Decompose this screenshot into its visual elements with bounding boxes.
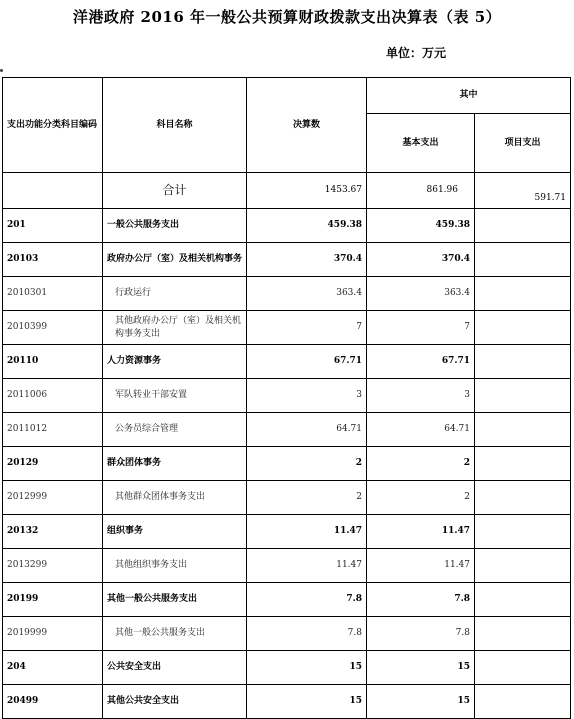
row-project <box>475 549 571 583</box>
row-project <box>475 515 571 549</box>
row-basic: 67.71 <box>367 345 475 379</box>
row-name: 军队转业干部安置 <box>103 379 247 413</box>
table-row <box>3 617 571 651</box>
row-total: 11.47 <box>247 549 367 583</box>
row-basic: 370.4 <box>367 243 475 277</box>
row-code: 2010301 <box>3 277 103 311</box>
row-total: 11.47 <box>247 515 367 549</box>
table-row <box>3 311 571 345</box>
header-project: 项目支出 <box>475 114 571 173</box>
row-code: 20110 <box>3 345 103 379</box>
header-basic: 基本支出 <box>367 114 475 173</box>
row-name: 其他群众团体事务支出 <box>103 481 247 515</box>
unit-label: 单位：万元 <box>386 46 447 60</box>
row-total: 459.38 <box>247 209 367 243</box>
row-name: 政府办公厅（室）及相关机构事务 <box>103 243 247 277</box>
table-row <box>3 515 571 549</box>
total-label: 合计 <box>103 173 247 209</box>
table-row <box>3 447 571 481</box>
row-basic: 363.4 <box>367 277 475 311</box>
row-name: 其他政府办公厅（室）及相关机构事务支出 <box>103 311 247 345</box>
row-basic: 7.8 <box>367 617 475 651</box>
row-project <box>475 481 571 515</box>
row-basic: 7 <box>367 311 475 345</box>
expenditure-table <box>2 77 571 719</box>
table-row <box>3 413 571 447</box>
row-total: 15 <box>247 651 367 685</box>
row-basic: 15 <box>367 651 475 685</box>
row-total: 7.8 <box>247 617 367 651</box>
row-project <box>475 311 571 345</box>
total-basic: 861.96 <box>367 173 475 209</box>
row-code: 2011012 <box>3 413 103 447</box>
row-basic: 15 <box>367 685 475 719</box>
row-total: 15 <box>247 685 367 719</box>
row-name: 其他一般公共服务支出 <box>103 583 247 617</box>
row-project <box>475 617 571 651</box>
row-name: 人力资源事务 <box>103 345 247 379</box>
row-code: 2012999 <box>3 481 103 515</box>
header-among: 其中 <box>367 78 571 114</box>
header-total: 决算数 <box>247 78 367 173</box>
row-name: 一般公共服务支出 <box>103 209 247 243</box>
header-name: 科目名称 <box>103 78 247 173</box>
table-row <box>3 685 571 719</box>
row-total: 7 <box>247 311 367 345</box>
table-row <box>3 651 571 685</box>
table-row <box>3 481 571 515</box>
row-basic: 2 <box>367 447 475 481</box>
table-row <box>3 549 571 583</box>
total-amount: 1453.67 <box>247 173 367 209</box>
row-project <box>475 447 571 481</box>
row-total: 2 <box>247 447 367 481</box>
row-code: 2011006 <box>3 379 103 413</box>
row-code: 20499 <box>3 685 103 719</box>
table-row <box>3 209 571 243</box>
row-total: 64.71 <box>247 413 367 447</box>
row-project <box>475 685 571 719</box>
row-basic: 11.47 <box>367 549 475 583</box>
row-name: 公务员综合管理 <box>103 413 247 447</box>
table-row <box>3 583 571 617</box>
row-basic: 2 <box>367 481 475 515</box>
row-project <box>475 277 571 311</box>
row-name: 其他一般公共服务支出 <box>103 617 247 651</box>
row-basic: 7.8 <box>367 583 475 617</box>
total-project: 591.71 <box>475 173 571 209</box>
total-code-cell <box>3 173 103 209</box>
row-total: 7.8 <box>247 583 367 617</box>
row-basic: 11.47 <box>367 515 475 549</box>
row-code: 20129 <box>3 447 103 481</box>
row-code: 204 <box>3 651 103 685</box>
row-total: 67.71 <box>247 345 367 379</box>
row-name: 群众团体事务 <box>103 447 247 481</box>
row-name: 公共安全支出 <box>103 651 247 685</box>
row-name: 行政运行 <box>103 277 247 311</box>
row-total: 363.4 <box>247 277 367 311</box>
row-project <box>475 345 571 379</box>
table-row <box>3 277 571 311</box>
row-total: 370.4 <box>247 243 367 277</box>
table-row <box>3 243 571 277</box>
table-row <box>3 379 571 413</box>
row-total: 3 <box>247 379 367 413</box>
row-project <box>475 651 571 685</box>
total-row <box>3 173 571 209</box>
row-code: 201 <box>3 209 103 243</box>
row-name: 组织事务 <box>103 515 247 549</box>
row-code: 2013299 <box>3 549 103 583</box>
row-code: 2010399 <box>3 311 103 345</box>
row-project <box>475 379 571 413</box>
row-code: 20132 <box>3 515 103 549</box>
row-project <box>475 413 571 447</box>
row-total: 2 <box>247 481 367 515</box>
row-name: 其他公共安全支出 <box>103 685 247 719</box>
row-name: 其他组织事务支出 <box>103 549 247 583</box>
row-basic: 3 <box>367 379 475 413</box>
header-code: 支出功能分类科目编码 <box>3 78 103 173</box>
row-code: 20103 <box>3 243 103 277</box>
row-project <box>475 209 571 243</box>
margin-dot <box>0 69 3 72</box>
row-basic: 459.38 <box>367 209 475 243</box>
page-title: 洋港政府 2016 年一般公共预算财政拨款支出决算表（表 5） <box>72 8 502 26</box>
row-project <box>475 583 571 617</box>
row-project <box>475 243 571 277</box>
table-row <box>3 345 571 379</box>
row-code: 2019999 <box>3 617 103 651</box>
row-basic: 64.71 <box>367 413 475 447</box>
row-code: 20199 <box>3 583 103 617</box>
